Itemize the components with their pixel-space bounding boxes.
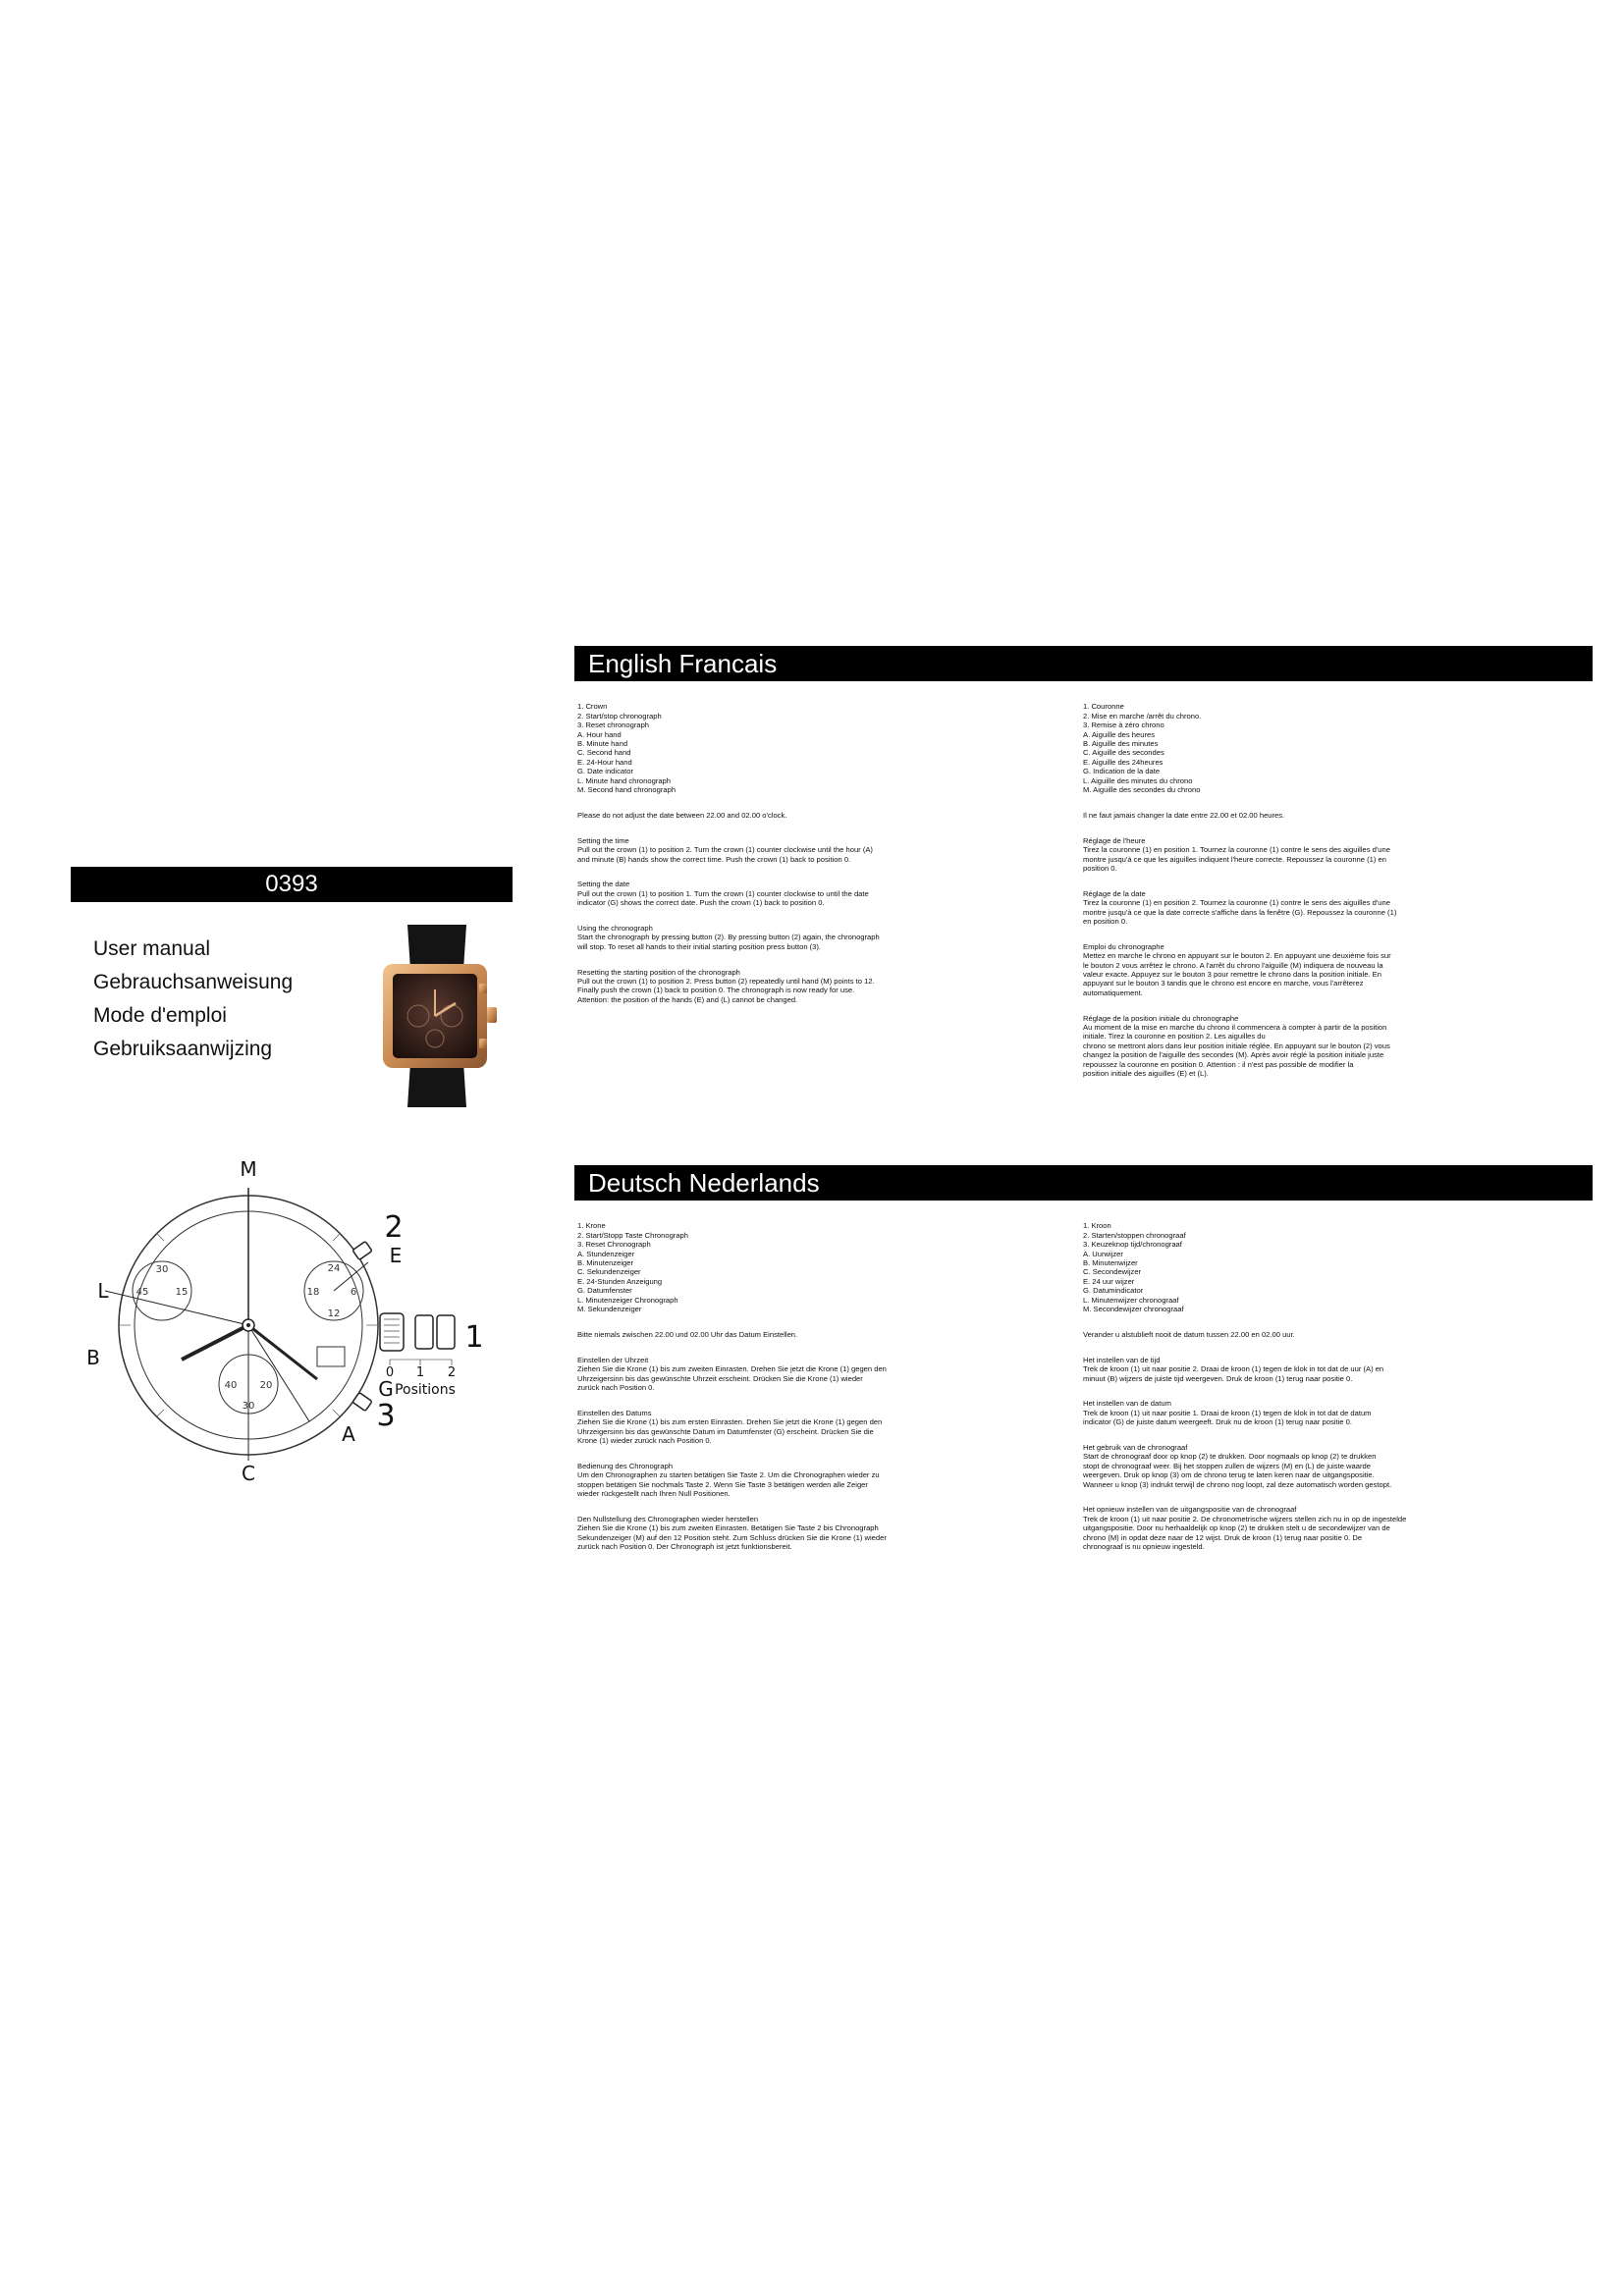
label-C: C [242, 1462, 255, 1482]
subdial-num: 20 [259, 1380, 273, 1391]
subdial-num: 6 [350, 1287, 357, 1298]
english-resetting-chronograph: Resetting the starting position of the chronograph Pull out the crown (1) to position 2. Press button (2) repeatedly until hand (M) points to 12. Finally push the crown (1) back to position 0. The chronograph is now ready for use. Attention: the position of the hands (E) and (L) cannot be changed. [577, 967, 875, 1004]
german-parts-list: 1. Krone 2. Start/Stopp Taste Chronograph 3. Reset Chronograph A. Stundenzeiger B. Minutenzeiger C. Sekundenzeiger E. 24-Stunden Anzeigung G. Datumfenster L. Minutenzeiger Chronograph M. Sekundenzeiger [577, 1221, 688, 1314]
german-date-warning: Bitte niemals zwischen 22.00 und 02.00 Uhr das Datum Einstellen. [577, 1329, 798, 1339]
english-using-chronograph: Using the chronograph Start the chronograph by pressing button (2). By pressing button (2) again, the chronograph will stop. To reset all hands to their initial starting position press button (3). [577, 923, 880, 951]
subdial-num: 40 [224, 1380, 238, 1391]
title-french: Mode d'emploi [93, 1004, 227, 1027]
subdial-num: 30 [155, 1264, 169, 1275]
label-E: E [389, 1244, 403, 1267]
german-using-chronograph: Bedienung des Chronograph Um den Chronographen zu starten betätigen Sie Taste 2. Um die Chronographen wieder zu stoppen betätigen Sie nochmals Taste 2. Wenn Sie Taste 3 betätigen werden alle Zeiger wieder rückgestellt nach Ihren Null Positionen. [577, 1461, 880, 1498]
dutch-resetting-chronograph: Het opnieuw instellen van de uitgangspositie van de chronograaf Trek de kroon (1) uit naar positie 2. De chronometrische wijzers stellen zich nu in op de ingestelde uitgangspositie. Door nu herhaaldelijk op knop (2) te drukken stelt u de secondewijzer van de chrono (M) in opdat deze naar de 12 wijst. Druk de kroon (1) terug naar positie 0. De chronograaf is nu opnieuw ingesteld. [1083, 1505, 1407, 1551]
label-M: M [240, 1158, 257, 1181]
model-number-bar: 0393 [71, 867, 513, 902]
subdial-num: 18 [306, 1287, 320, 1298]
dutch-instructions [1083, 1212, 1476, 1568]
label-B: B [86, 1346, 100, 1369]
dutch-parts-list: 1. Kroon 2. Starten/stoppen chronograaf 3. Keuzeknop tijd/chronograaf A. Uurwijzer B. Minutenwijzer C. Secondewijzer E. 24 uur wijzer G. Datumindicator L. Minutenwijzer chronograaf M. Secondewijzer chronograaf [1083, 1221, 1186, 1314]
english-date-warning: Please do not adjust the date between 22.00 and 02.00 o'clock. [577, 810, 787, 820]
english-parts-list: 1. Crown 2. Start/stop chronograph 3. Reset chronograph A. Hour hand B. Minute hand C. Second hand E. 24-Hour hand G. Date indicator L. Minute hand chronograph M. Second hand chronograph [577, 702, 677, 795]
french-setting-date: Réglage de la date Tirez la couronne (1) en position 2. Tournez la couronne (1) contre le sens des aiguilles d'une montre jusqu'à ce que la date correcte s'affiche dans la fenêtre (G). Repoussez la couronne (1) en position 0. [1083, 888, 1397, 926]
dutch-date-warning: Verander u alstublieft nooit de datum tussen 22.00 en 02.00 uur. [1083, 1329, 1295, 1339]
french-instructions [1083, 693, 1476, 1095]
english-setting-time: Setting the time Pull out the crown (1) to position 2. Turn the crown (1) counter clockwise until the hour (A) and minute (B) hands show the correct time. Push the crown (1) back to position 0. [577, 835, 873, 864]
label-pusher-2: 2 [384, 1210, 404, 1245]
position-0: 0 [385, 1365, 395, 1380]
dutch-setting-date: Het instellen van de datum Trek de kroon (1) uit naar positie 1. Draai de kroon (1) tegen de klok in tot dat de datum indicator (G) de juiste datum weergeeft. Druk nu de kroon (1) terug naar positie 0. [1083, 1399, 1372, 1427]
german-instructions [577, 1212, 990, 1568]
subdial-num: 45 [135, 1287, 149, 1298]
english-setting-date: Setting the date Pull out the crown (1) to position 1. Turn the crown (1) counter clockwise to until the date indicator (G) shows the correct date. Push the crown (1) back to position 0. [577, 880, 869, 908]
french-date-warning: Il ne faut jamais changer la date entre 22.00 et 02.00 heures. [1083, 810, 1285, 820]
subdial-num: 30 [242, 1401, 255, 1412]
french-using-chronograph: Emploi du chronographe Mettez en marche le chrono en appuyant sur le bouton 2. En appuyant une deuxième fois sur le bouton 2 vous arrêtez le chrono. A l'arrêt du chrono l'aiguille (M) indiquera de nouveau la valeur exacte. Appuyez sur le bouton 3 pour remettre le chrono dans la position initiale. En appuyant sur le bouton 3 tandis que le chrono est encore en marche, vous l'arrêterez automatiquement. [1083, 941, 1391, 997]
positions-label: Positions [395, 1382, 456, 1398]
german-setting-time: Einstellen der Uhrzeit Ziehen Sie die Krone (1) bis zum zweiten Einrasten. Drehen Sie jetzt die Krone (1) gegen den Uhrzeigersinn bis das gewünschte Uhrzeit erscheint. Drücken Sie die Krone (1) wieder zurück nach Position 0. [577, 1355, 887, 1392]
section-bar-german-dutch: Deutsch Nederlands [574, 1165, 1593, 1201]
french-parts-list: 1. Couronne 2. Mise en marche /arrêt du chrono. 3. Remise à zéro chrono A. Aiguille des heures B. Aiguille des minutes C. Aiguille des secondes E. Aiguille des 24heures G. Indication de la date L. Aiguille des minutes du chrono M. Aiguille des secondes du chrono [1083, 702, 1202, 795]
french-setting-time: Réglage de l'heure Tirez la couronne (1) en position 1. Tournez la couronne (1) contre le sens des aiguilles d'une montre jusqu'à ce que les aiguilles indiquent l'heure correcte. Repoussez la couronne (1) en position 0. [1083, 835, 1390, 873]
label-pusher-3: 3 [376, 1399, 396, 1433]
manual-titles [93, 933, 293, 1066]
subdial-num: 24 [327, 1263, 341, 1274]
label-crown-1: 1 [464, 1320, 484, 1355]
position-1: 1 [415, 1365, 425, 1380]
watch-photo [353, 923, 511, 1109]
label-L: L [97, 1279, 109, 1303]
french-resetting-chronograph: Réglage de la position initiale du chronographe Au moment de la mise en marche du chrono il commencera à compter à partir de la position initiale. Tirez la couronne en position 2. Les aiguilles du chrono se mettront alors dans leur position initiale réglée. En appuyant sur le bouton (2) vous changez la position de l'aiguille des secondes (M). Après avoir réglé la position initiale juste repoussez la couronne en position 0. Attention : il n'est pas possible de modifier la position initiale des aiguilles (E) et (L). [1083, 1013, 1390, 1079]
dutch-setting-time: Het instellen van de tijd Trek de kroon (1) uit naar positie 2. Draai de kroon (1) tegen de klok in tot dat de uur (A) en minuut (B) wijzers de juiste tijd weergeven. Druk de kroon (1) terug naar positie 0. [1083, 1355, 1384, 1383]
watch-diagram [83, 1158, 506, 1482]
label-A: A [342, 1422, 355, 1446]
title-german: Gebrauchsanweisung [93, 971, 294, 993]
title-dutch: Gebruiksaanwijzing [93, 1038, 273, 1060]
position-2: 2 [447, 1365, 457, 1380]
section-bar-english-french: English Francais [574, 646, 1593, 681]
german-resetting-chronograph: Den Nullstellung des Chronographen wieder herstellen Ziehen Sie die Krone (1) bis zum zweiten Einrasten. Betätigen Sie Taste 2 bis Chronograph Sekundenzeiger (M) auf den 12 Position steht. Zum Schluss drücken Sie die Krone (1) wieder zurück nach Position 0. Der Chronograph ist jetzt funktionsbereit. [577, 1514, 887, 1551]
dutch-using-chronograph: Het gebruik van de chronograaf Start de chronograaf door op knop (2) te drukken. Door nogmaals op knop (2) te drukken stopt de chronograaf weer. Bij het stoppen zullen de wijzers (M) en (L) de juiste waarde weergeven. Druk op knop (3) om de chrono terug te laten keren naar de uitgangspositie. Wanneer u knop (3) indrukt terwijl de chrono nog loopt, zal deze automatisch worden gestopt. [1083, 1442, 1392, 1489]
label-G: G [378, 1377, 394, 1401]
subdial-num: 15 [175, 1287, 189, 1298]
title-english: User manual [93, 937, 211, 960]
subdial-num: 12 [327, 1308, 341, 1319]
english-instructions [577, 693, 990, 1021]
german-setting-date: Einstellen des Datums Ziehen Sie die Krone (1) bis zum ersten Einrasten. Drehen Sie jetzt die Krone (1) gegen den Uhrzeigersinn bis das gewünschte Datum im Datumfenster (G) erscheint. Drücken Sie die Krone (1) wieder zurück nach Position 0. [577, 1408, 883, 1445]
